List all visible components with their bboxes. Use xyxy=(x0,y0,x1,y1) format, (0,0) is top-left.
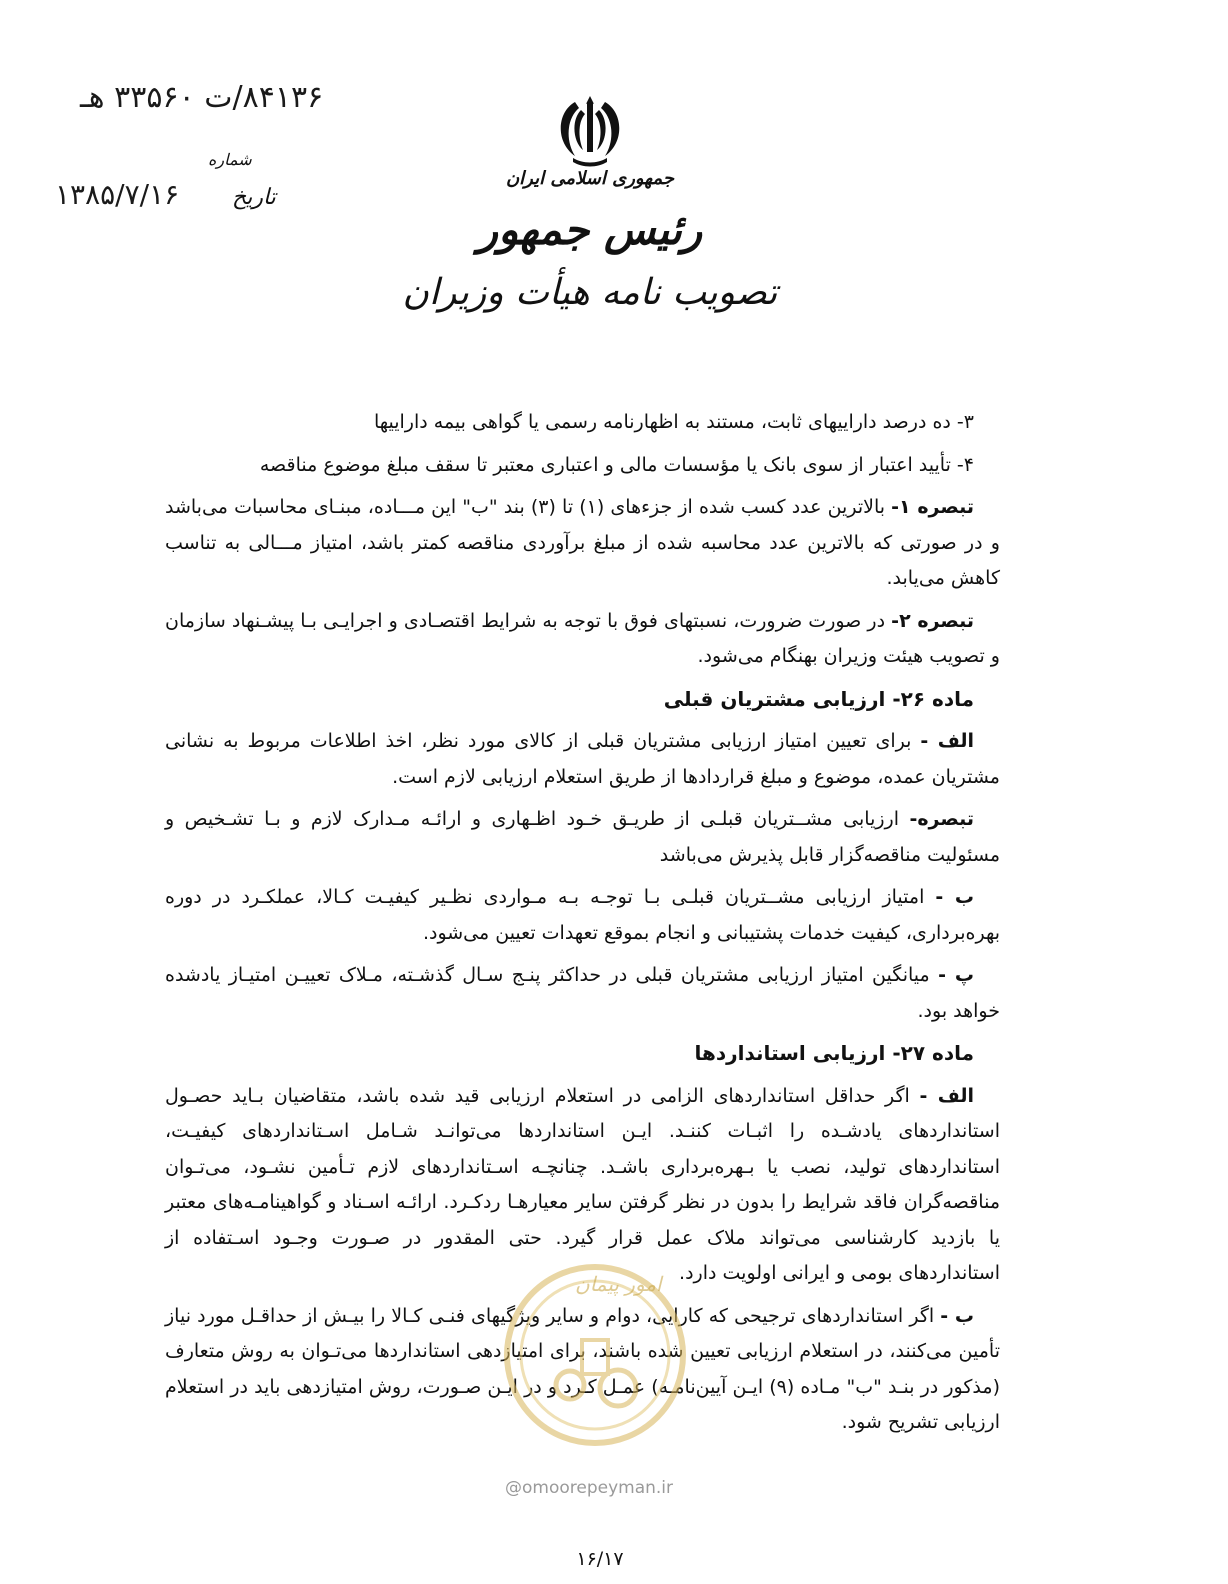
article-26-heading: ماده ۲۶- ارزیابی مشتریان قبلی xyxy=(663,686,974,711)
article-27-heading: ماده ۲۷- ارزیابی استانداردها xyxy=(694,1041,974,1065)
article-27-clause-a: الف - اگر حداقل استانداردهای الزامی در استعلام ارزیابی قید شده باشد، متقاضیان بـاید حصـول استانداردهای یادشـده را اثبـات کننـد. ایـن استانداردها می‌توانـد شـامل اسـتانداردهای کیفیـت، استانداردهای تولید، نصب یا بـهره‌برداری باشـد. چنانچـه اسـتانداردهای لازم تـأمین نشـود، می‌تـوان مناقصه‌گران فاقد شرایط را بدون در نظر گرفتن سایر معیارهـا ردکـرد. ارائـه اسـناد و گواهینامـه‌های معتبر یا بازدید کارشناسی می‌تواند ملاک عمل قرار گیرد. حتی المقدور در صـورت وجـود اسـتفاده از استانداردهای بومی و ایرانی اولویت دارد. xyxy=(165,1084,1000,1284)
approval-title: تصویب نامه هیأت وزیران xyxy=(402,272,778,313)
article-26-clause-p: پ - میانگین امتیاز ارزیابی مشتریان قبلی در حداکثر پنـج سـال گذشـته، مـلاک تعییـن امتیـاز یادشده خواهد بود. xyxy=(165,964,1000,1022)
republic-title: جمهوری اسلامی ایران xyxy=(505,168,675,189)
watermark-website: @omoorepeyman.ir xyxy=(505,1478,674,1498)
page-number: ۱۶/۱۷ xyxy=(576,1548,624,1570)
iran-emblem-icon xyxy=(545,90,635,170)
note-1: تبصره ۱- بالاترین عدد کسب شده از جزءهای (۱) تا (۳) بند "ب" این مـــاده، مبنـای محاسبات می‌باشد و در صورتی که بالاترین عدد محاسبه شده از مبلغ برآوردی مناقصه کمتر باشد، امتیاز مـــالی به تناسب کاهش می‌یابد. xyxy=(165,496,1000,589)
at-icon: @ xyxy=(505,1478,522,1498)
president-title: رئیس جمهور xyxy=(477,205,703,254)
reference-number: ۸۴۱۳۶/ت ۳۳۵۶۰ هـ xyxy=(80,80,324,115)
note-2: تبصره ۲- در صورت ضرورت، نسبتهای فوق با توجه به شرایط اقتصـادی و اجرایـی بـا پیشـنهاد سازمان و تصویب هیئت وزیران بهنگام می‌شود. xyxy=(165,609,1000,667)
article-26-clause-b: ب - امتیاز ارزیابی مشــتریان قبلـی بـا توجـه بـه مـواردی نظـیر کیفیـت کـالا، عملکـرد در دوره بهره‌برداری، کیفیت خدمات پشتیبانی و انجام بموقع تعهدات تعیین می‌شود. xyxy=(165,886,1000,944)
watermark-text: امور پیمان xyxy=(575,1272,662,1296)
article-27-clause-b: ب - اگر استانداردهای ترجیحی که کارایی، دوام و سایر ویژگیهای فنـی کـالا را بیـش از حداقـل مورد نیاز تأمین می‌کنند، در استعلام ارزیابی تعیین شده باشند، برای امتیازدهی استانداردها می‌تـوان به روش متعارف (مذکور در بنـد "ب" مـاده (۹) ایـن آیین‌نامـه) عمـل کـرد و در ایـن صـورت، روش امتیازدهی باید در استعلام ارزیابی تشریح شود. xyxy=(165,1304,1000,1433)
clause-3: ۳- ده درصد داراییهای ثابت، مستند به اظهارنامه رسمی یا گواهی بیمه داراییها xyxy=(373,411,974,433)
number-label: شماره xyxy=(208,150,252,169)
article-26-clause-a: الف - برای تعیین امتیاز ارزیابی مشتریان قبلی از کالای مورد نظر، اخذ اطلاعات مربوط به نشانی مشتریان عمده، موضوع و مبلغ قراردادها از طریق استعلام ارزیابی لازم است. xyxy=(165,730,1000,788)
article-26-note: تبصره- ارزیابی مشــتریان قبلـی از طریـق خـود اظـهاری و ارائـه مـدارک لازم و بـا تشـخیص و مسئولیت مناقصه‌گزار قابل پذیرش می‌باشد xyxy=(165,808,1000,866)
date-label: تاریخ xyxy=(232,185,276,210)
clause-4: ۴- تأیید اعتبار از سوی بانک یا مؤسسات مالی و اعتباری معتبر تا سقف مبلغ موضوع مناقصه xyxy=(259,453,974,476)
reference-date: ۱۳۸۵/۷/۱۶ xyxy=(55,178,180,211)
